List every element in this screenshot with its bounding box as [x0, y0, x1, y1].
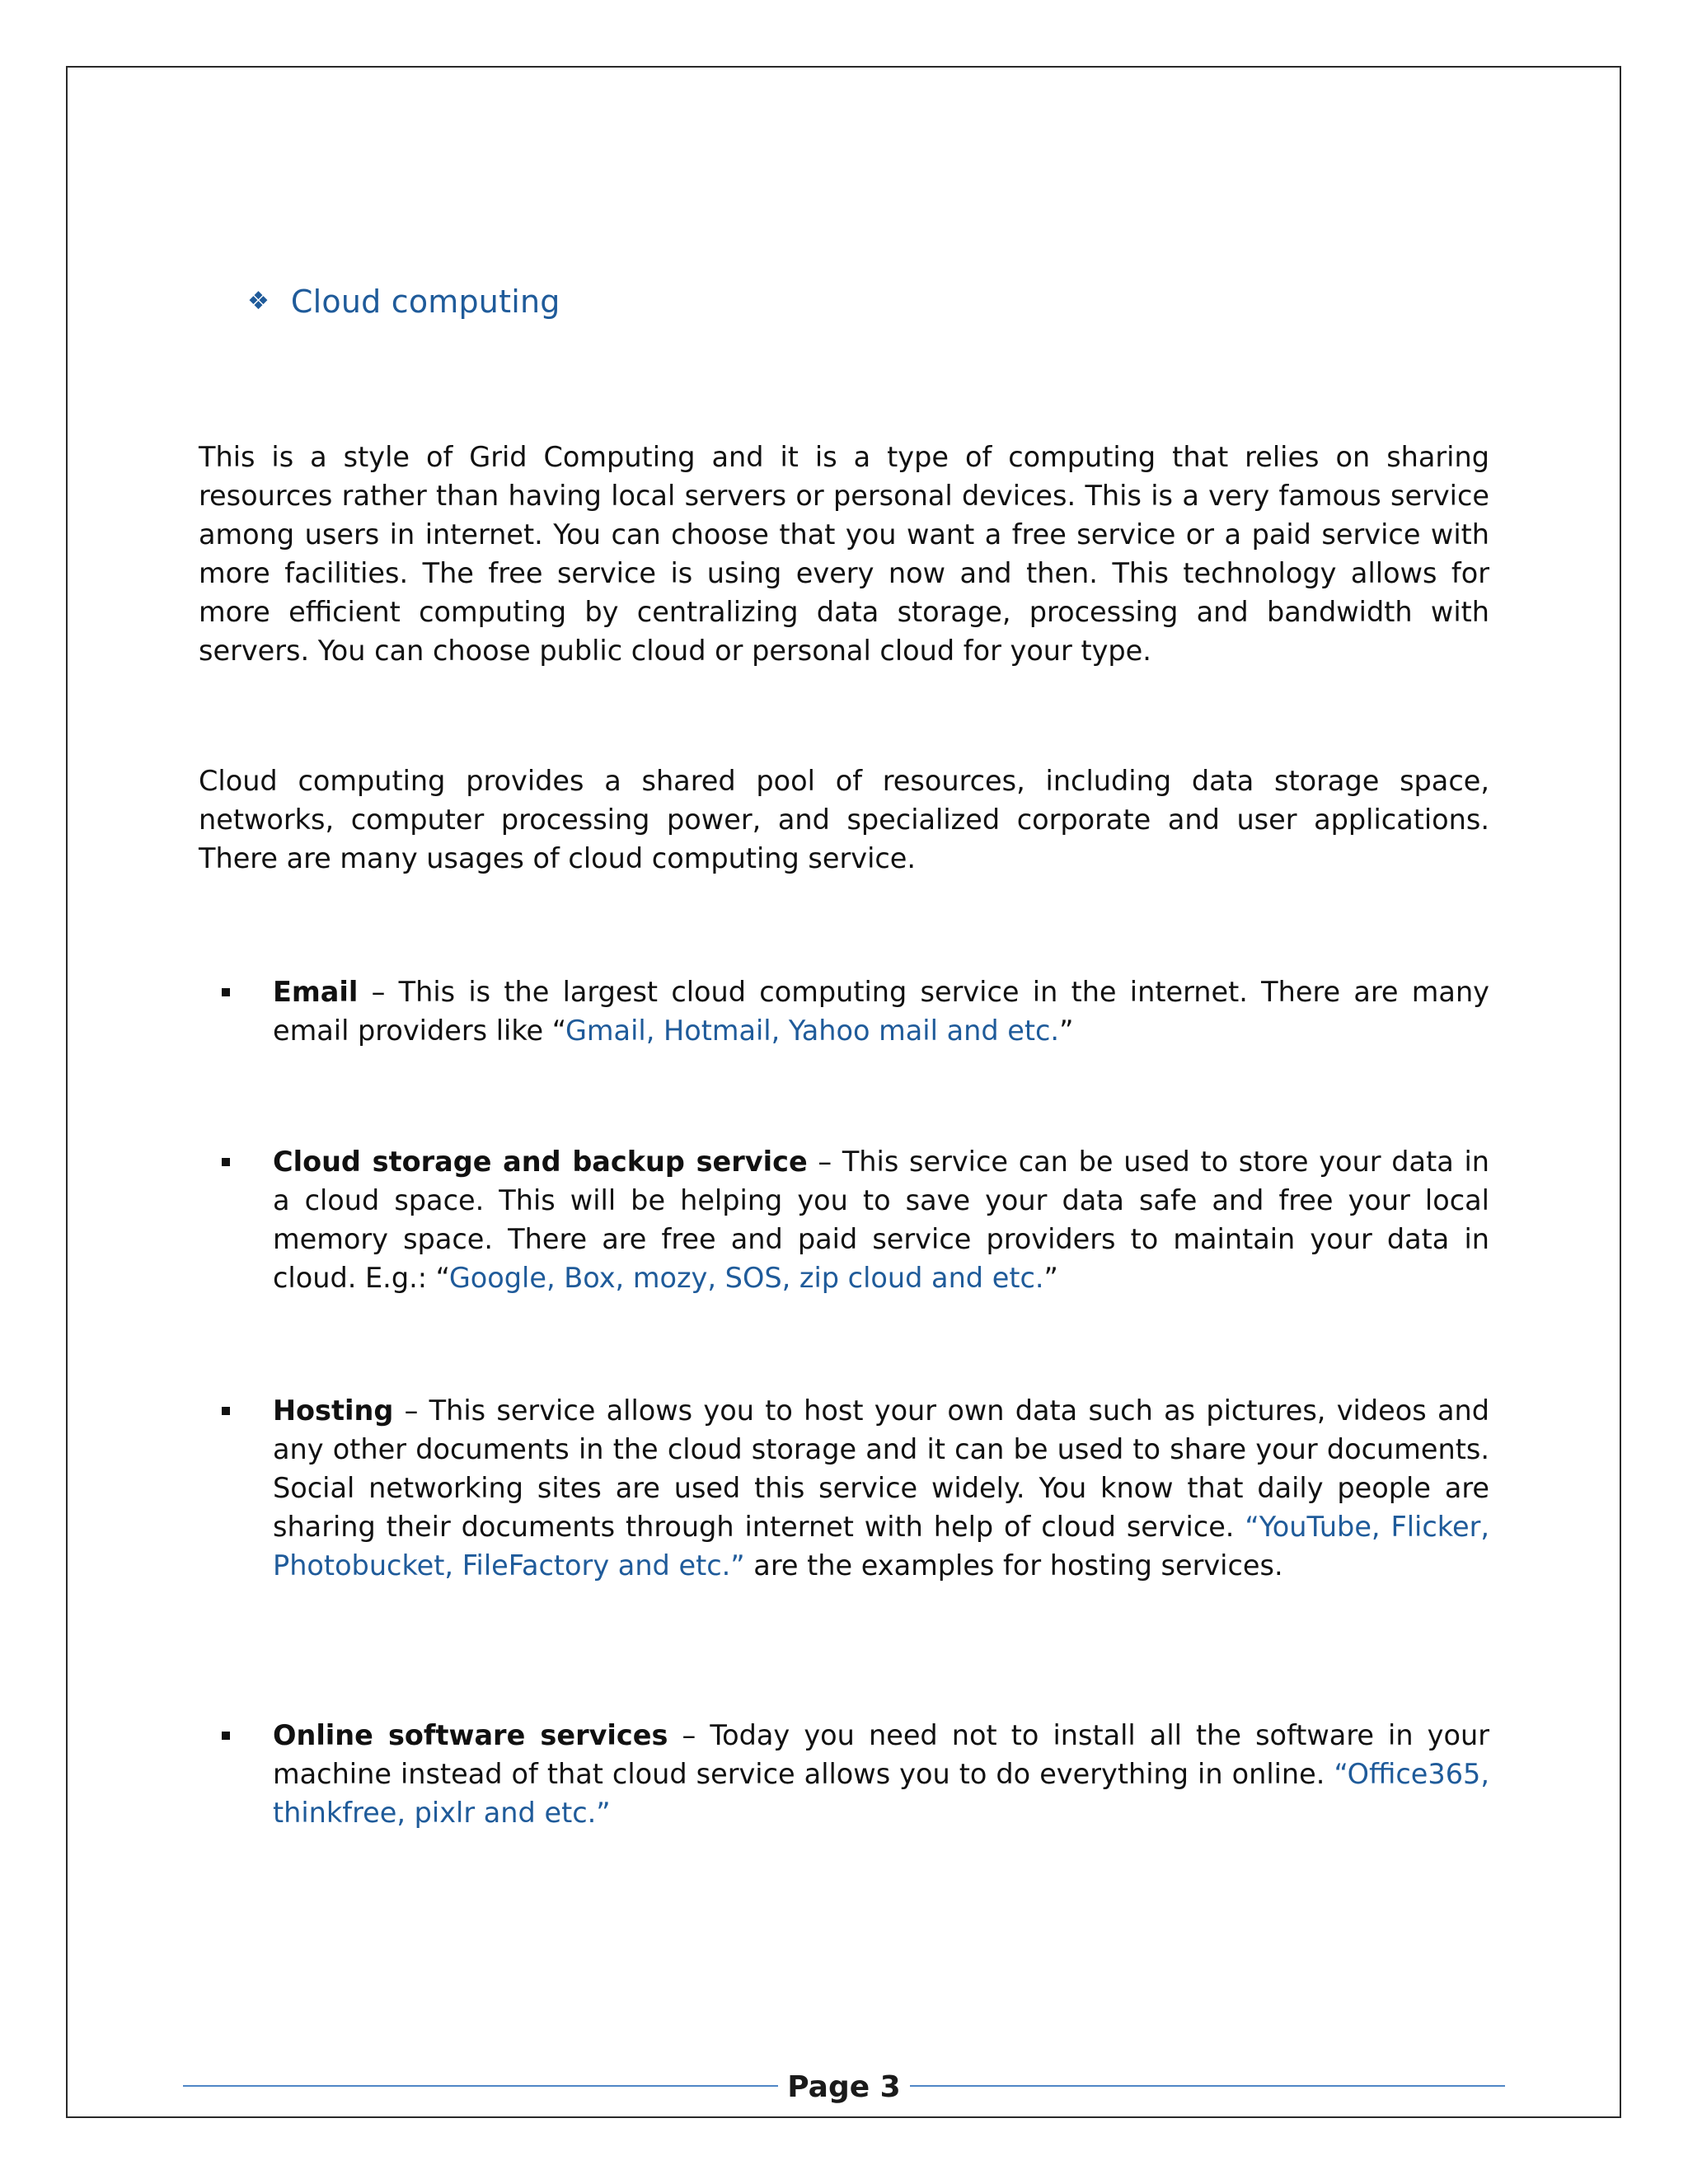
- list-item-examples: Gmail, Hotmail, Yahoo mail and etc.: [565, 1015, 1060, 1047]
- list-item-term: Hosting: [273, 1394, 394, 1427]
- list-item-term: Cloud storage and backup service: [273, 1146, 808, 1178]
- diamond-bullet-icon: ❖: [247, 287, 270, 316]
- heading-title: Cloud computing: [290, 284, 560, 320]
- list-item-text: – This service can be used to store your data in a cloud space. This will be helping you to save your data safe and free your local memory space. There are free and paid service providers to maintain your data in cloud. E.g.: “: [273, 1146, 1489, 1294]
- square-bullet-icon: [222, 988, 230, 996]
- square-bullet-icon: [222, 1158, 230, 1166]
- section-heading: [247, 284, 560, 320]
- list-item-hosting: [273, 1391, 1489, 1585]
- list-item-examples: “YouTube, Flicker, Photobucket, FileFactory and etc.”: [273, 1511, 1489, 1582]
- list-item-text-after: ”: [1043, 1262, 1058, 1294]
- footer-rule-right: [910, 2085, 1505, 2087]
- list-item-cloud-storage: [273, 1142, 1489, 1297]
- page-number: Page 3: [787, 2070, 901, 2104]
- list-item-examples: “Office365, thinkfree, pixlr and etc.”: [273, 1758, 1489, 1829]
- list-item-text-after: ”: [1059, 1015, 1074, 1047]
- list-item-text: – Today you need not to install all the software in your machine instead of that cloud service allows you to do everything in online.: [273, 1719, 1490, 1790]
- intro-paragraph: This is a style of Grid Computing and it is a type of computing that relies on sharing resources rather than having local servers or personal devices. This is a very famous service among users in internet. You can choose that you want a free service or a paid service with more facilities. The free service is using every now and then. This technology allows for more efficient computing by centralizing data storage, processing and bandwidth with servers. You can choose public cloud or personal cloud for your type.: [199, 441, 1489, 667]
- list-item-text: – This service allows you to host your own data such as pictures, videos and any other documents in the cloud storage and it can be used to share your documents. Social networking sites are used this service widely. You know that daily people are sharing their documents through internet with help of cloud service.: [273, 1394, 1489, 1543]
- list-item-email: [273, 972, 1489, 1050]
- resources-paragraph: Cloud computing provides a shared pool of resources, including data storage space, networks, computer processing power, and specialized corporate and user applications. There are many usages of cloud computing service.: [199, 765, 1489, 874]
- list-item-text-after: are the examples for hosting services.: [744, 1549, 1283, 1582]
- square-bullet-icon: [222, 1732, 230, 1740]
- list-item-examples: Google, Box, mozy, SOS, zip cloud and etc.: [448, 1262, 1044, 1294]
- square-bullet-icon: [222, 1407, 230, 1415]
- list-item-term: Online software services: [273, 1719, 668, 1751]
- list-item-text: – This is the largest cloud computing service in the internet. There are many email providers like “: [273, 976, 1489, 1047]
- list-item-term: Email: [273, 976, 359, 1008]
- list-item-online-software: [273, 1716, 1489, 1832]
- footer-rule-left: [183, 2085, 778, 2087]
